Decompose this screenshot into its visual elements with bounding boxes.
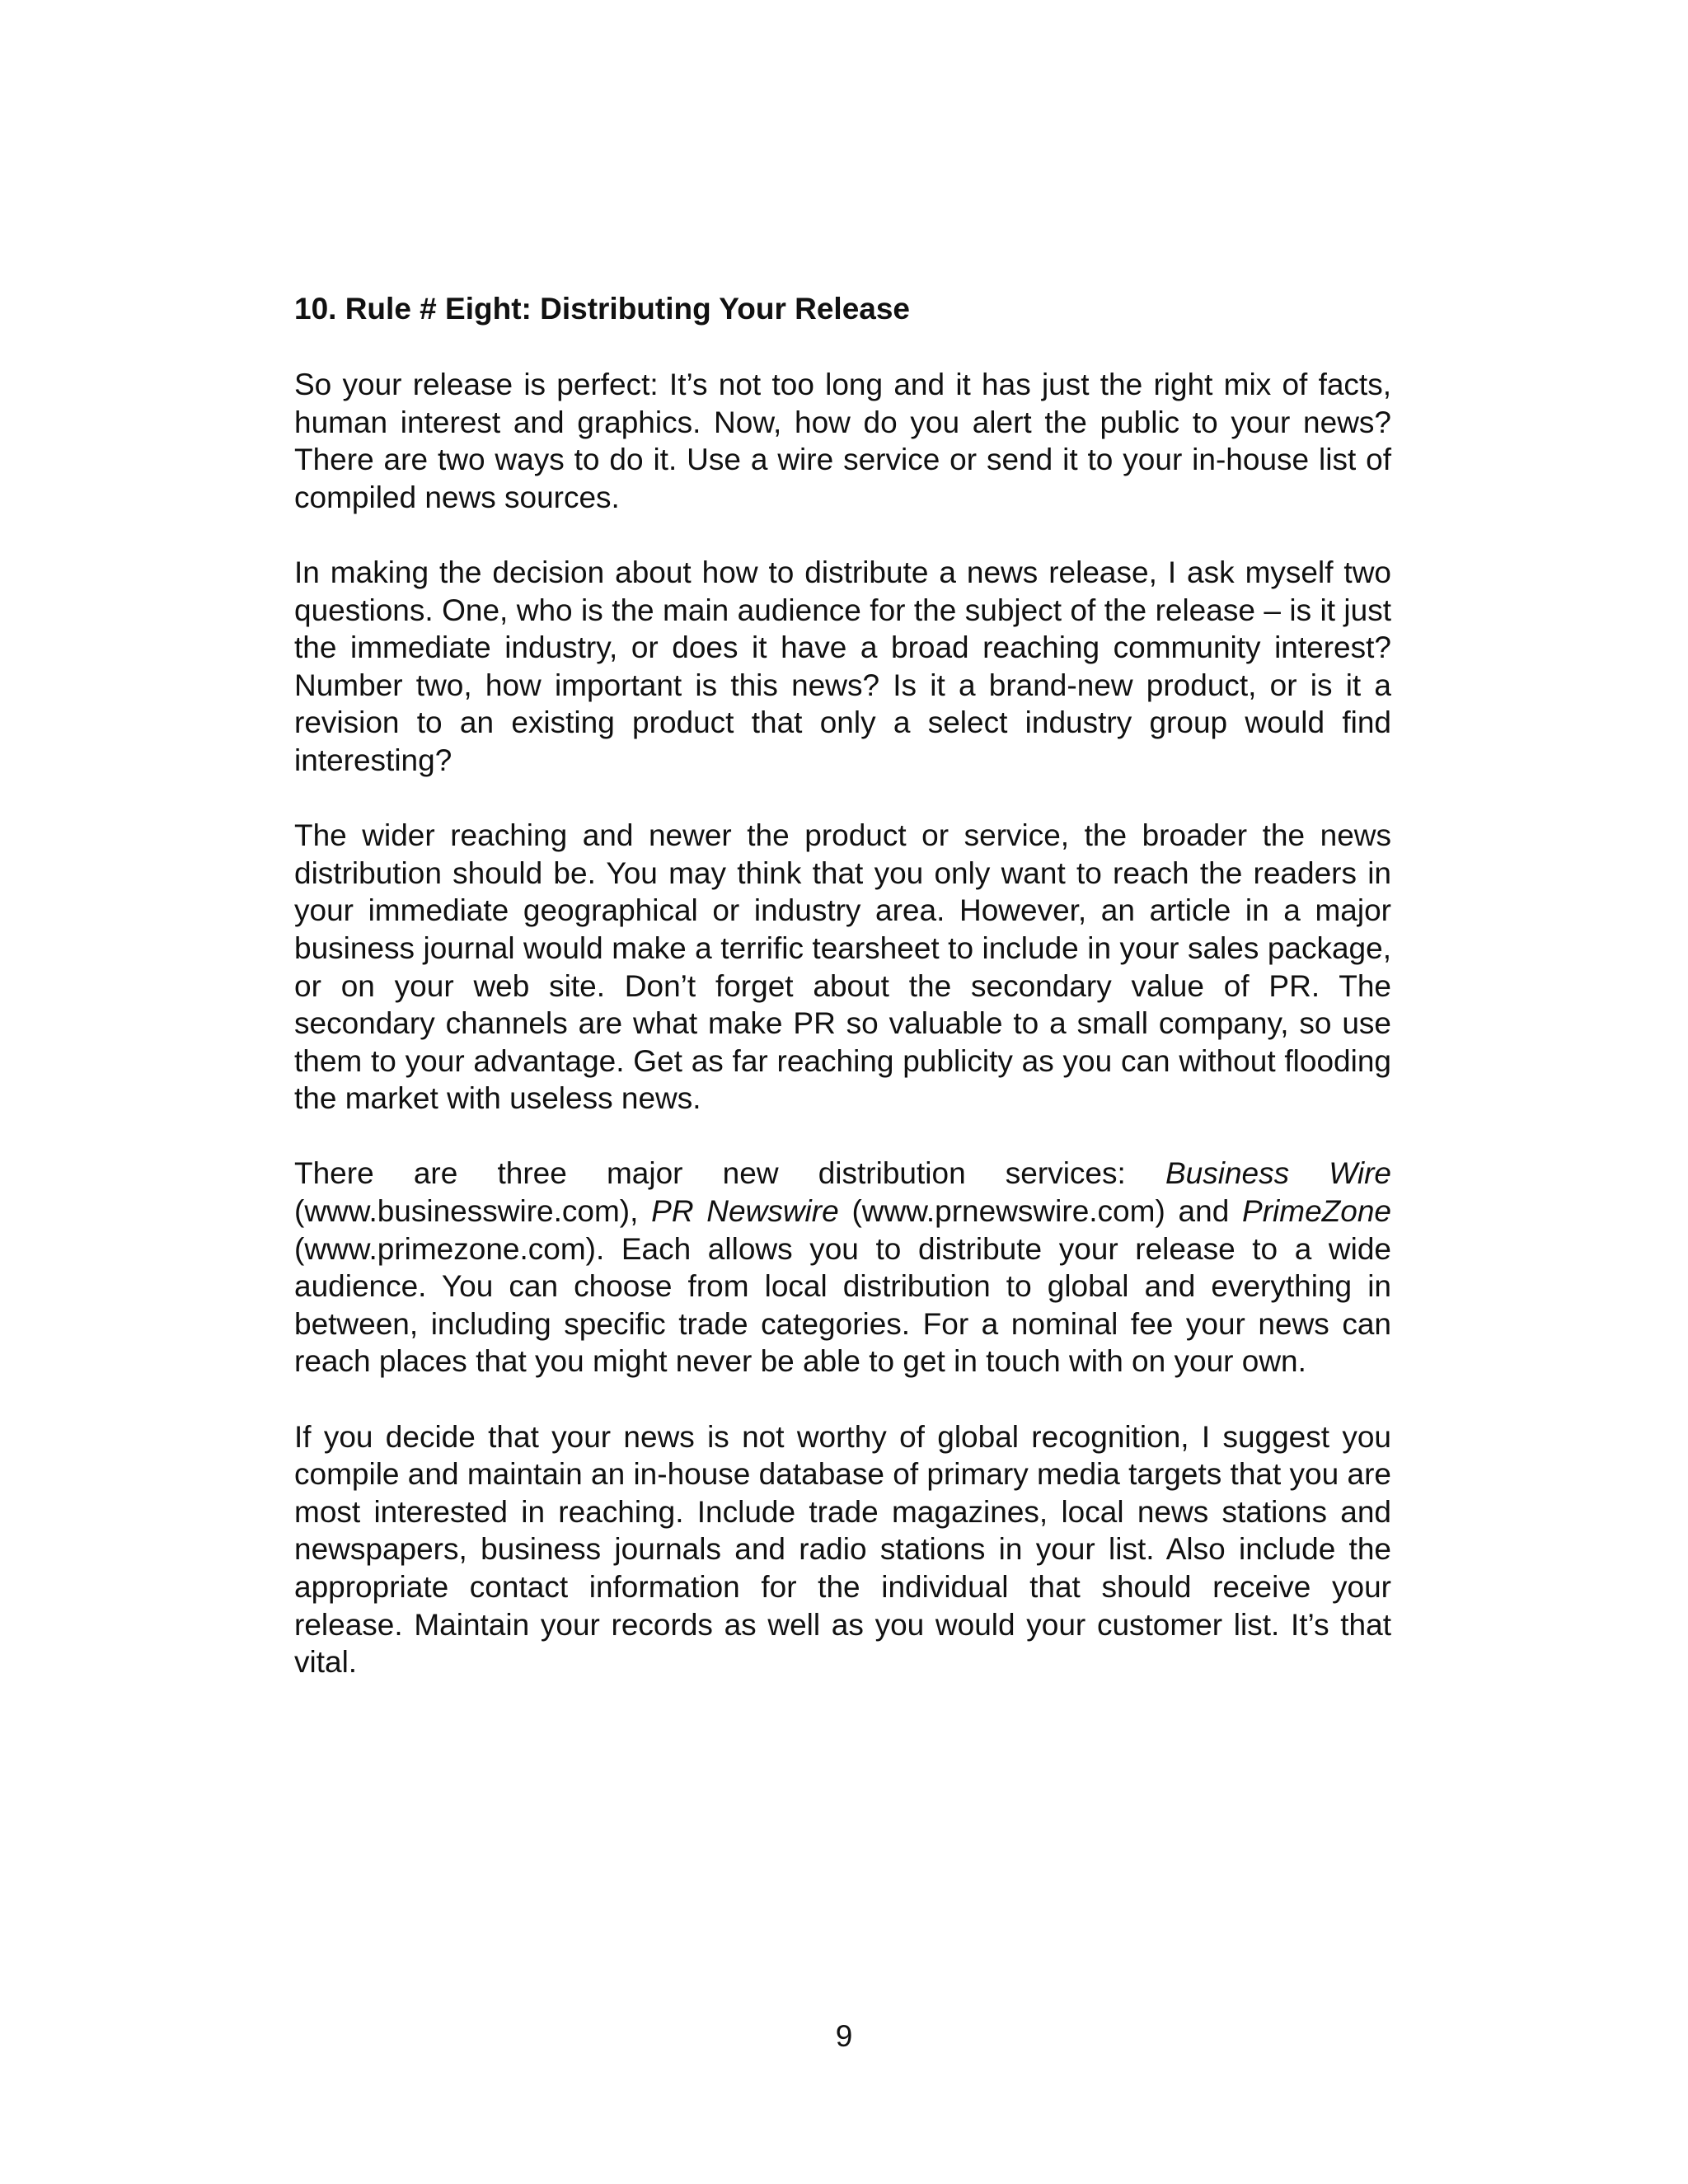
pr-newswire-url: (www.prnewswire.com) and — [838, 1194, 1243, 1229]
paragraph-distribution-decision: In making the decision about how to distribute a news release, I ask myself two questions. One, who is the main audience for the subject of the release – is it just the immediate industry, or does it have a broad reaching community interest? Number two, how important is this news? Is it a brand-new product, or is it a revision to an existing product that only a select industry group would find interesting? — [294, 555, 1391, 777]
pr-newswire-name: PR Newswire — [651, 1194, 839, 1229]
services-intro-text: There are three major new distribution services: — [294, 1156, 1165, 1191]
paragraph-distribution-services — [294, 1155, 1391, 1380]
business-wire-url: (www.businesswire.com), — [294, 1194, 652, 1229]
business-wire-name: Business Wire — [1165, 1156, 1391, 1191]
paragraph-in-house-database: If you decide that your news is not worthy of global recognition, I suggest you compile and maintain an in-house database of primary media targets that you are most interested in reaching. Include trade magazines, local news stations and newspapers, business journals and radio stations in your list. Also include the appropriate contact information for the individual that should receive your release. Maintain your records as well as you would your customer list. It’s that vital. — [294, 1419, 1391, 1680]
paragraph-broader-distribution: The wider reaching and newer the product or service, the broader the news distribution should be. You may think that you only want to reach the readers in your immediate geographical or industry area. However, an article in a major business journal would make a terrific tearsheet to include in your sales package, or on your web site. Don’t forget about the secondary value of PR. The secondary channels are what make PR so valuable to a small company, so use them to your advantage. Get as far reaching publicity as you can without flooding the market with useless news. — [294, 818, 1391, 1116]
page-number: 9 — [835, 2019, 853, 2053]
section-heading: 10. Rule # Eight: Distributing Your Release — [294, 292, 911, 326]
primezone-name: PrimeZone — [1242, 1194, 1391, 1229]
services-rest-text: (www.primezone.com). Each allows you to distribute your release to a wide audience. You can choose from local distribution to global and everything in between, including specific trade categories. For a nominal fee your news can reach places that you might never be able to get in touch with on your own. — [294, 1231, 1391, 1379]
paragraph-release-perfect: So your release is perfect: It’s not too long and it has just the right mix of facts, human interest and graphics. Now, how do you alert the public to your news? There are two ways to do it. Use a wire service or send it to your in-house list of compiled news sources. — [294, 368, 1391, 514]
page-content — [294, 290, 1391, 1718]
